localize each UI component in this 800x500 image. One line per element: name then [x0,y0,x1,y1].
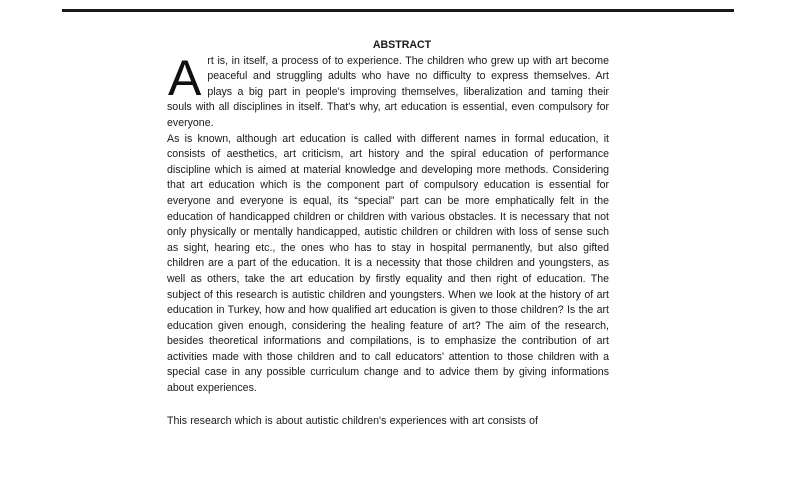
abstract-section [167,38,609,429]
top-rule [62,9,734,12]
abstract-paragraph-1: rt is, in itself, a process of to experience. The children who grew up with art become peaceful and struggling adults who have no difficulty to express themselves. Art plays a big part in people's improving themselves, liberalization and taming their souls with all disciplines in itself. That's why, art education is essential, even compulsory for everyone. [167,54,609,129]
abstract-paragraph-3: This research which is about autistic children's experiences with art consists of [167,414,538,427]
abstract-paragraph-2: As is known, although art education is called with different names in formal education, it consists of aesthetics, art criticism, art history and the spiral education of performance discipline which is aimed at material knowledge and developing more methods. Considering that art education which is the component part of compulsory education is essential for everyone and everyone is equal, its “special” part can be more emphatically felt in the education of handicapped children or children with various obstacles. It is necessary that not only physically or mentally handicapped, autistic children or children with loss of sense such as sight, hearing etc., the ones who has to stay in hospital permanently, but also gifted children are a part of the education. It is a necessity that those children and youngsters, as well as others, take the art education by firstly equality and then right of education. The subject of this research is autistic children and youngsters. When we look at the history of art education in Turkey, how and how qualified art education is given to those children? Is the art education given enough, considering the healing feature of art? The aim of the research, besides theoretical informations and compilations, is to emphasize the contribution of art activities made with those children and to call educators' attention to those children with a special case in any possible curriculum change and to advice them by giving informations about experiences. [167,132,609,395]
abstract-heading: ABSTRACT [372,39,432,51]
drop-cap-letter: A [168,49,202,106]
